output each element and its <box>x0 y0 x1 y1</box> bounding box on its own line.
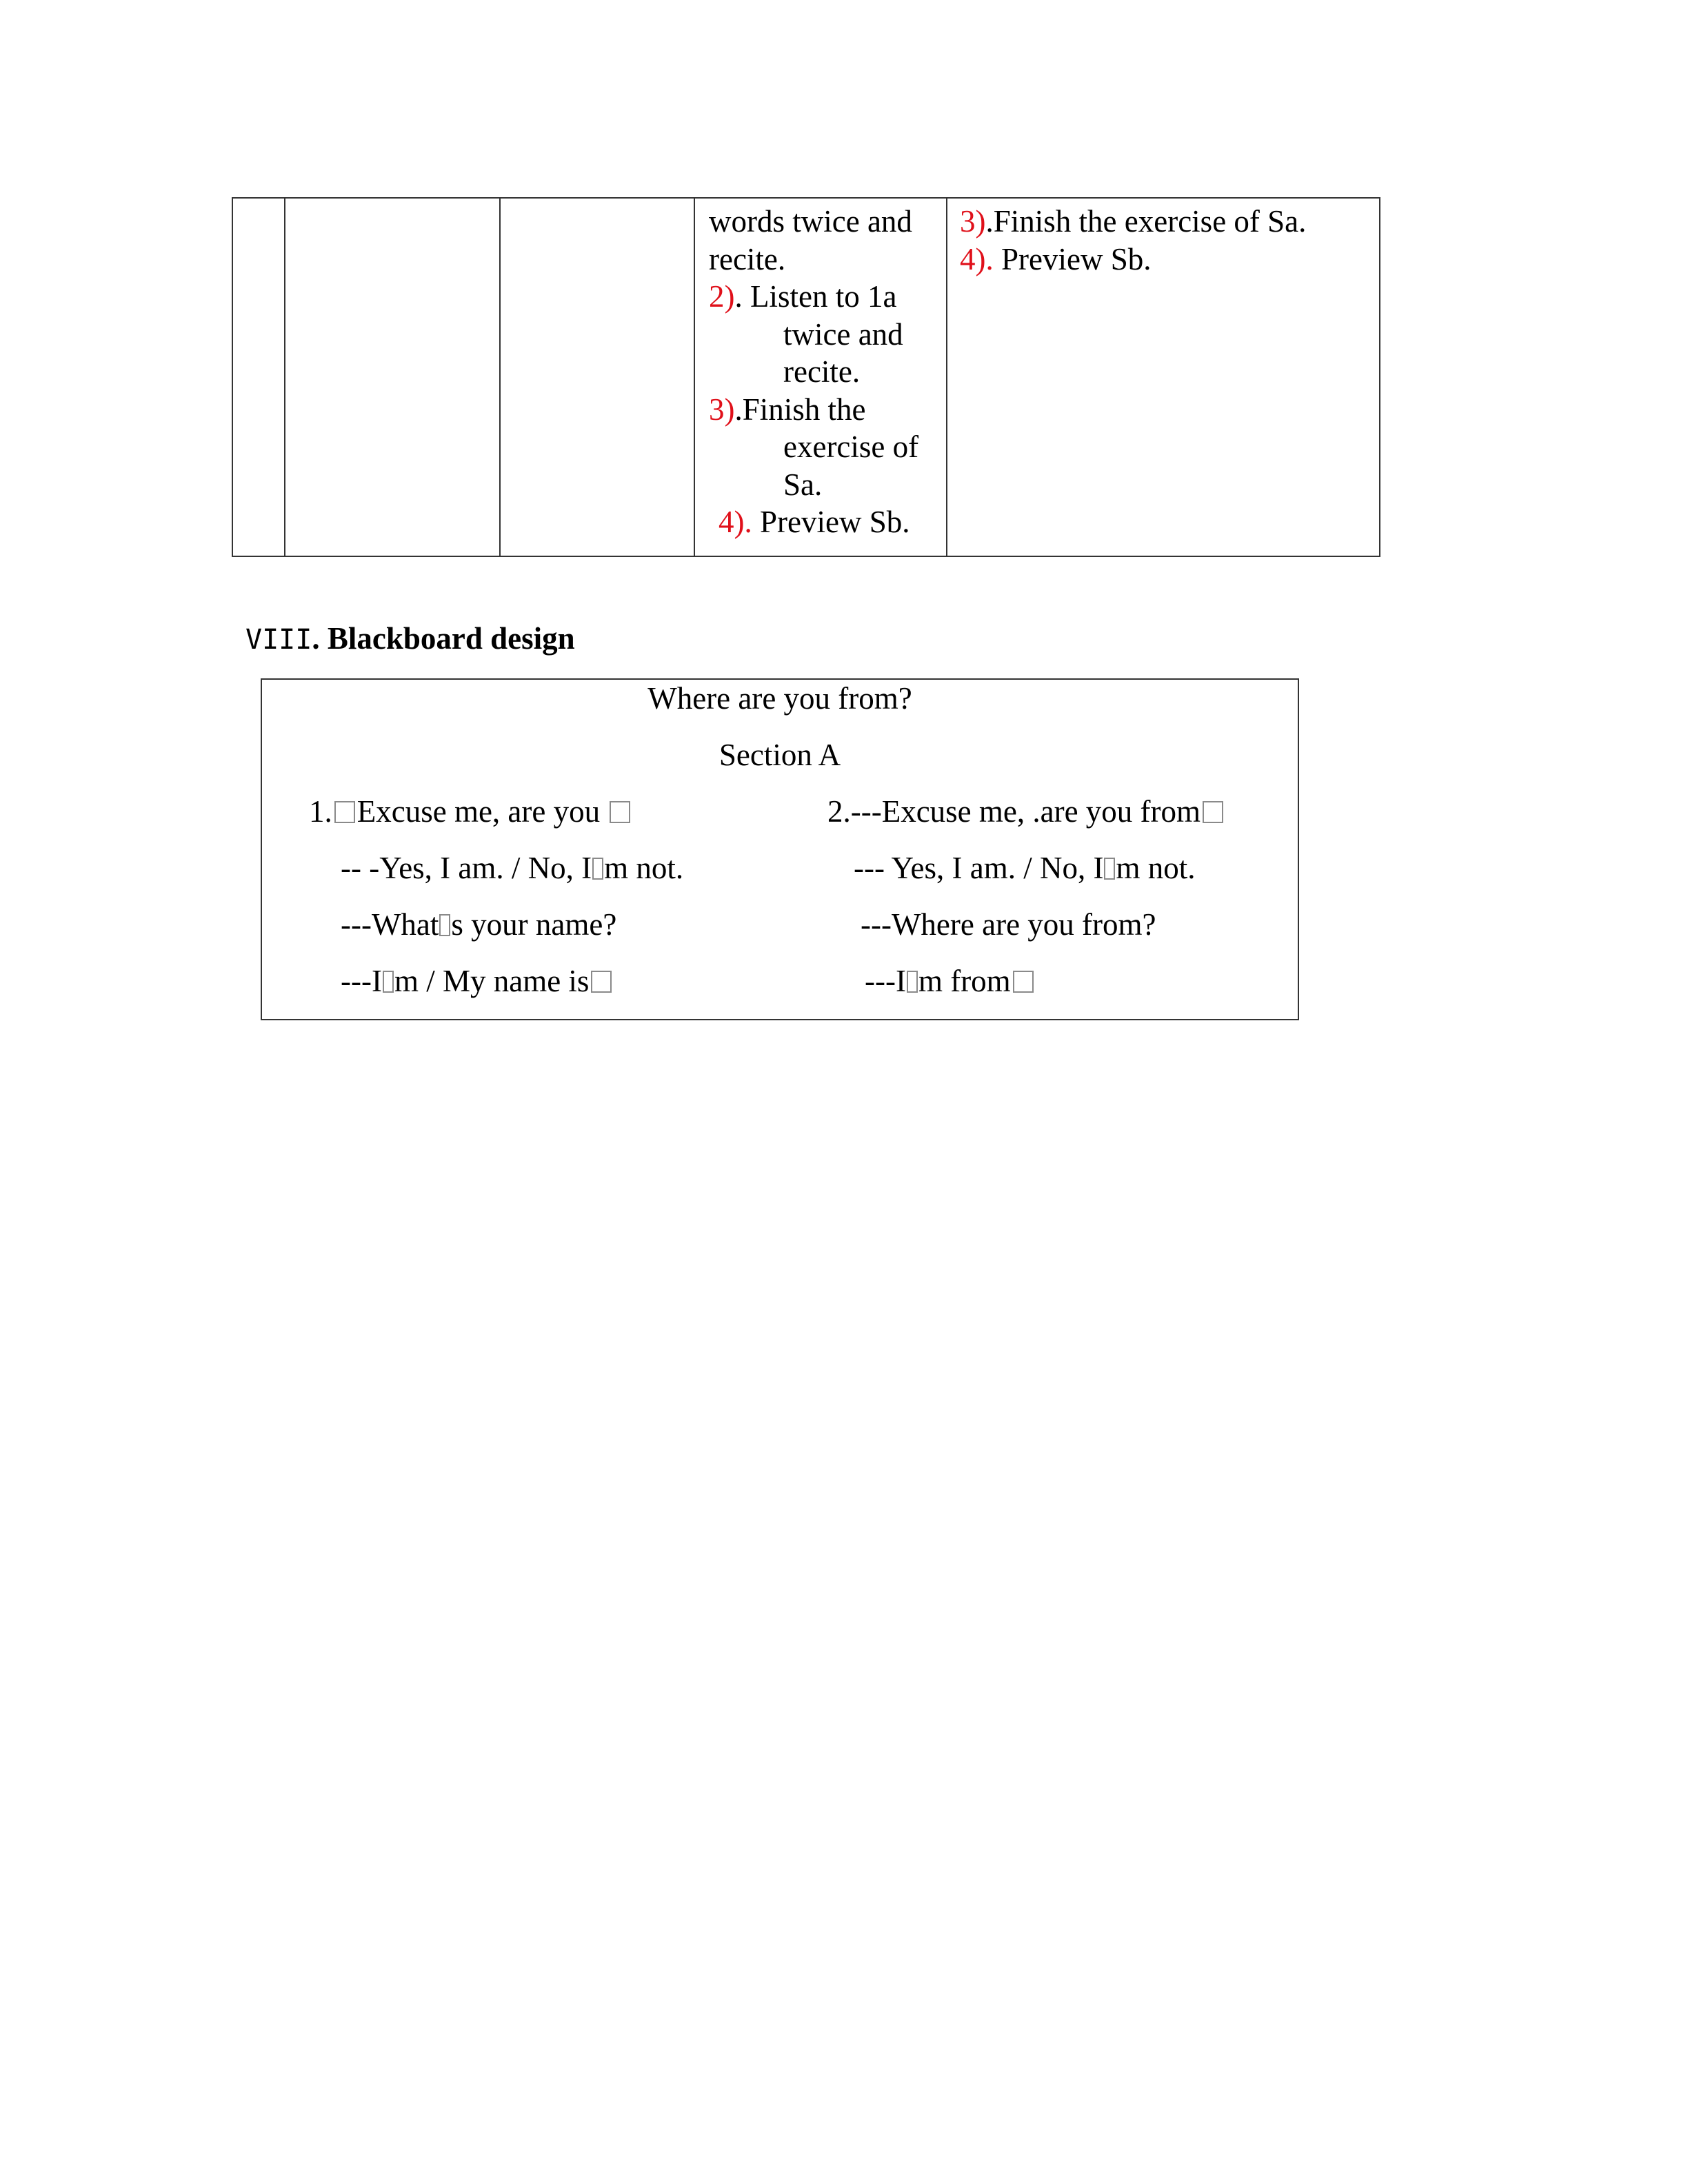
missing-glyph-box <box>334 801 355 823</box>
item-number: 2) <box>709 279 735 314</box>
homework-line: Sa. <box>783 467 823 502</box>
item-text: . Listen to 1a <box>734 279 897 314</box>
item-text: .Finish the exercise of Sa. <box>985 204 1307 239</box>
missing-glyph-box <box>1104 858 1115 880</box>
blackboard-subtitle: Section A <box>719 738 841 772</box>
dialogue-text: s your name? <box>451 907 617 942</box>
missing-glyph-box <box>592 858 603 880</box>
dialogue-left-line-1 <box>309 793 632 830</box>
item-number: 3) <box>960 204 986 239</box>
homework-item-4 <box>709 503 918 541</box>
item-text: .Finish the <box>734 392 866 427</box>
dialogue-text: m not. <box>604 851 684 885</box>
blackboard-title: Where are you from? <box>647 681 912 716</box>
homework-cell-students <box>709 203 918 541</box>
table-column-divider <box>694 199 695 556</box>
section-title: . Blackboard design <box>312 621 575 656</box>
item-number: 4). <box>719 505 752 539</box>
homework-item-3 <box>709 391 918 429</box>
dialogue-right-line-1 <box>827 793 1225 830</box>
lesson-plan-table <box>232 197 1380 557</box>
missing-glyph-box <box>1013 971 1034 993</box>
homework-item-4 <box>960 241 1306 279</box>
dialogue-text: m not. <box>1116 851 1196 885</box>
dialogue-text: ---Where are you from? <box>861 907 1156 942</box>
missing-glyph-box <box>610 801 630 823</box>
item-number: 4). <box>960 241 994 276</box>
dialogue-text: ---I <box>341 964 382 998</box>
blackboard-design-box <box>261 678 1299 1020</box>
homework-cell-teacher <box>960 203 1306 278</box>
dialogue-text: --- Yes, I am. / No, I <box>854 851 1104 885</box>
dialogue-text: m from <box>918 964 1011 998</box>
dialogue-left-line-2 <box>341 849 683 887</box>
item-number: 3) <box>709 392 735 427</box>
dialogue-right-line-3 <box>861 906 1156 943</box>
table-column-divider <box>499 199 501 556</box>
missing-glyph-box <box>383 971 394 993</box>
homework-item-3 <box>960 203 1306 241</box>
missing-glyph-box <box>907 971 918 993</box>
homework-line: recite. <box>783 354 861 389</box>
dialogue-text: 2.---Excuse me, .are you from <box>827 794 1201 829</box>
homework-line: exercise of <box>783 429 919 464</box>
section-numeral: VIII <box>245 624 312 656</box>
section-heading <box>245 618 575 660</box>
homework-item-2 <box>709 278 918 316</box>
dialogue-number: 1. <box>309 794 332 829</box>
dialogue-text: m / My name is <box>394 964 590 998</box>
homework-line: twice and <box>783 316 903 352</box>
dialogue-right-line-2 <box>854 849 1195 887</box>
table-column-divider <box>946 199 947 556</box>
missing-glyph-box <box>439 914 450 936</box>
table-column-divider <box>284 199 285 556</box>
dialogue-left-line-3 <box>341 906 616 943</box>
homework-line: words twice and <box>709 204 912 239</box>
dialogue-left-line-4 <box>341 962 614 1000</box>
dialogue-right-line-4 <box>865 962 1036 1000</box>
dialogue-text: -- -Yes, I am. / No, I <box>341 851 592 885</box>
item-text: Preview Sb. <box>993 241 1152 276</box>
dialogue-text: ---I <box>865 964 906 998</box>
homework-line: recite. <box>709 241 786 276</box>
missing-glyph-box <box>1203 801 1223 823</box>
missing-glyph-box <box>591 971 612 993</box>
item-text: Preview Sb. <box>752 505 910 539</box>
dialogue-text: Excuse me, are you <box>356 794 601 829</box>
dialogue-text: ---What <box>341 907 439 942</box>
